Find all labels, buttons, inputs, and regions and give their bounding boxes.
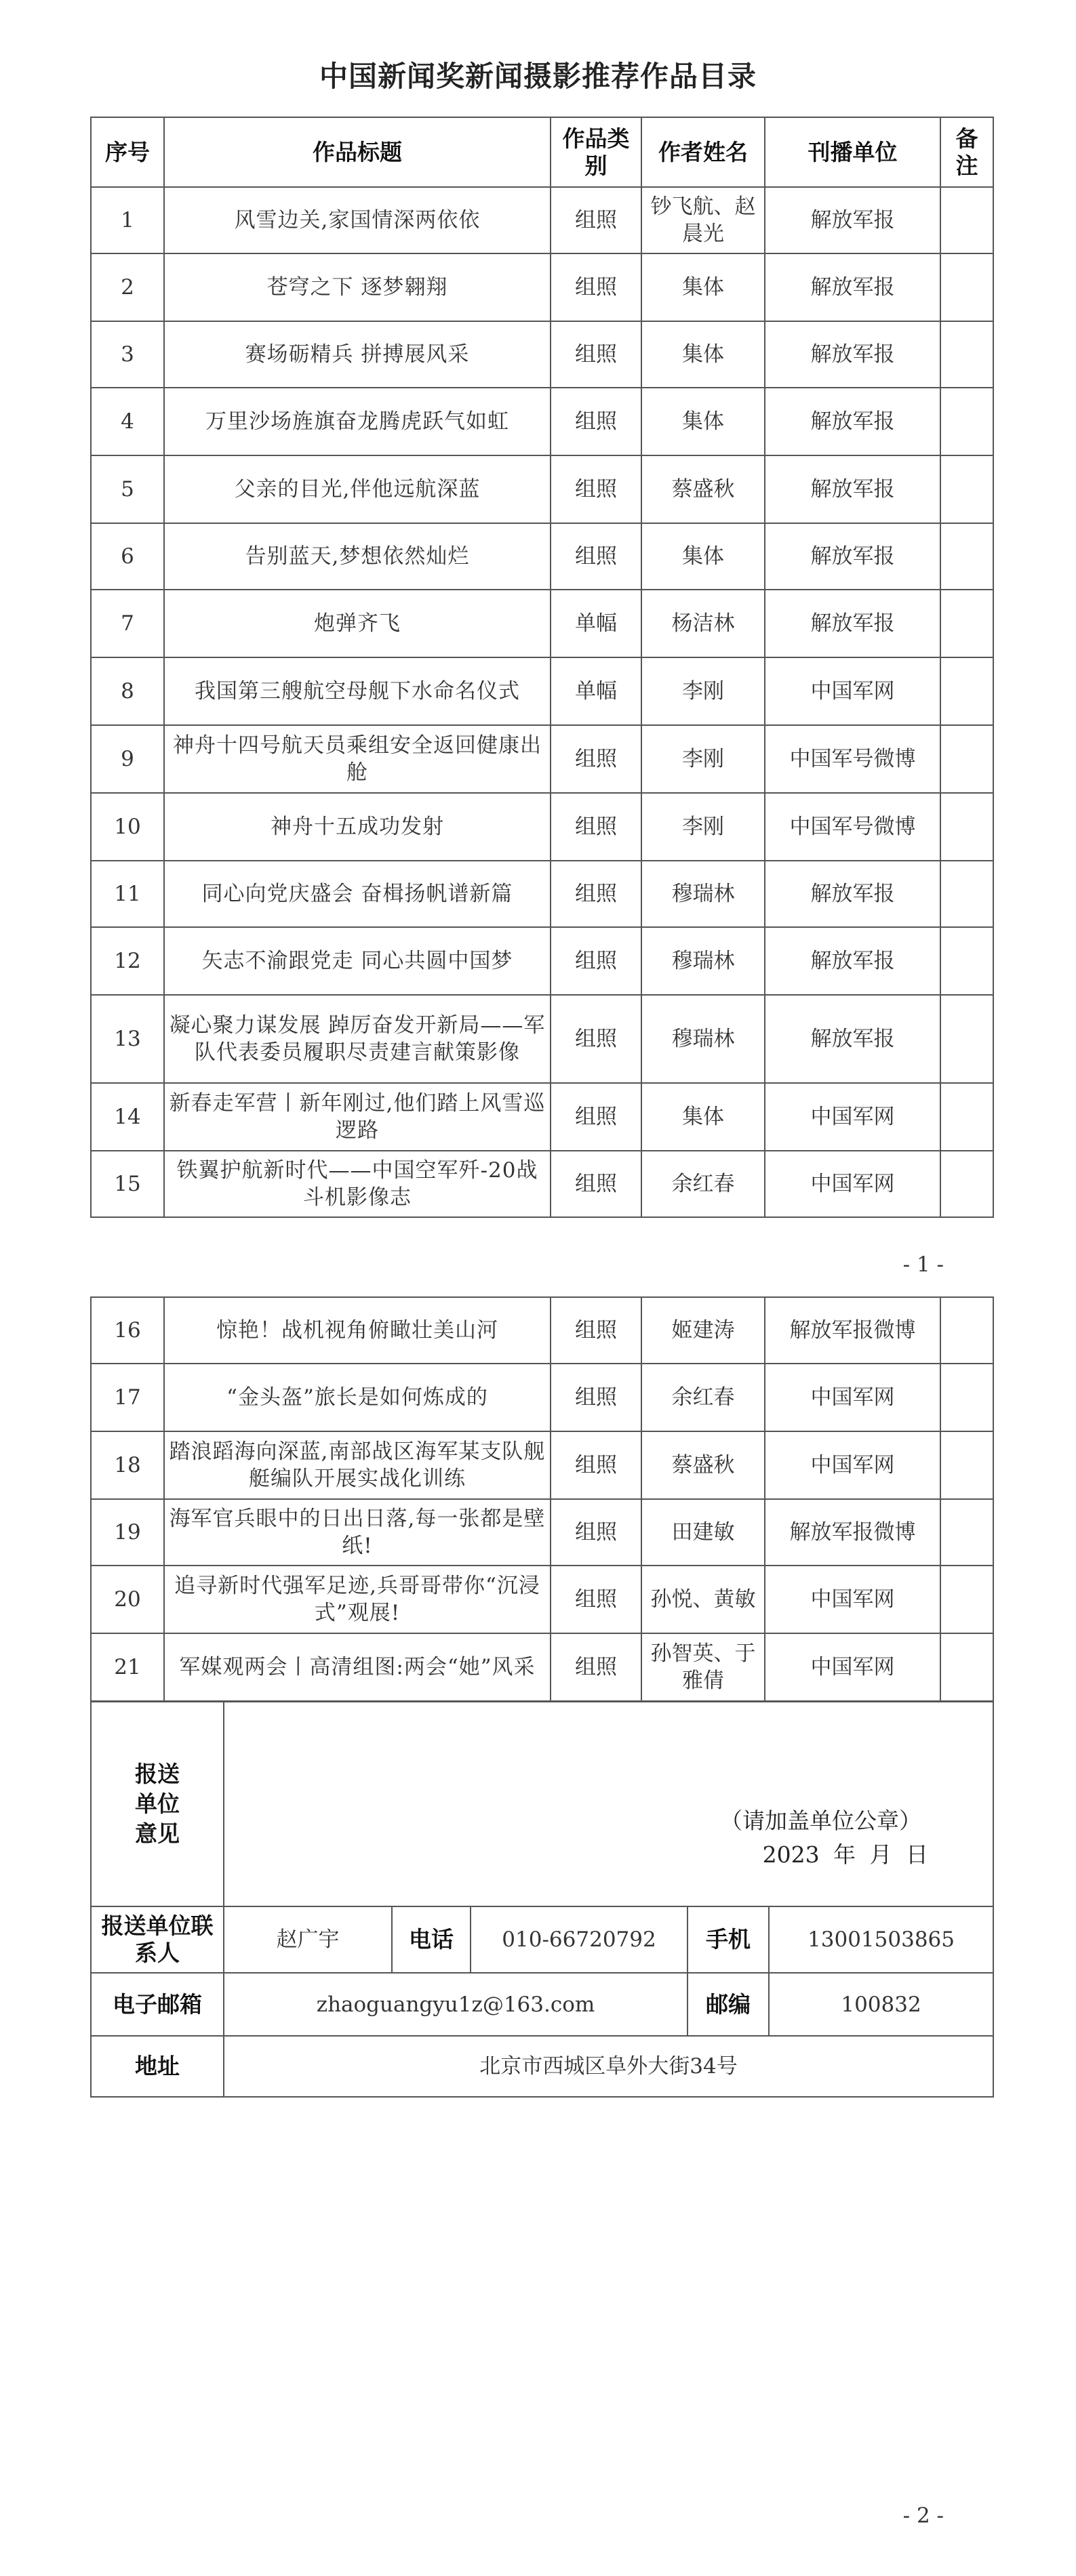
cell-category: 组照 — [551, 1566, 641, 1633]
cell-no: 13 — [91, 995, 164, 1083]
cell-category: 组照 — [551, 523, 641, 590]
cell-category: 组照 — [551, 725, 641, 793]
table-row — [91, 793, 993, 861]
cell-remark — [940, 927, 993, 995]
cell-no: 3 — [91, 321, 164, 388]
cell-title: 海军官兵眼中的日出日落,每一张都是壁纸! — [164, 1499, 551, 1566]
cell-category: 组照 — [551, 1083, 641, 1151]
postcode-label: 邮编 — [688, 1973, 769, 2036]
cell-remark — [940, 861, 993, 927]
opinion-body — [224, 1702, 993, 1906]
cell-no: 4 — [91, 388, 164, 455]
cell-title: 赛场砺精兵 拼搏展风采 — [164, 321, 551, 388]
cell-title: 追寻新时代强军足迹,兵哥哥带你“沉浸式”观展! — [164, 1566, 551, 1633]
cell-category: 组照 — [551, 455, 641, 523]
cell-remark — [940, 1566, 993, 1633]
stamp-note: （请加盖单位公章） — [720, 1807, 922, 1834]
works-table — [90, 117, 994, 1218]
table-row — [91, 1364, 993, 1431]
cell-title: 神舟十四号航天员乘组安全返回健康出舱 — [164, 725, 551, 793]
mobile-value: 13001503865 — [769, 1906, 993, 1973]
cell-publisher: 解放军报 — [765, 321, 940, 388]
cell-category: 组照 — [551, 1364, 641, 1431]
cell-category: 组照 — [551, 321, 641, 388]
cell-title: 神舟十五成功发射 — [164, 793, 551, 861]
cell-title: 风雪边关,家国情深两依依 — [164, 187, 551, 253]
page-title: 中国新闻奖新闻摄影推荐作品目录 — [319, 60, 757, 93]
cell-author: 集体 — [641, 388, 765, 455]
cell-author: 穆瑞林 — [641, 861, 765, 927]
table-row — [91, 321, 993, 388]
cell-title: 同心向党庆盛会 奋楫扬帆谱新篇 — [164, 861, 551, 927]
cell-author: 蔡盛秋 — [641, 455, 765, 523]
cell-title: 踏浪蹈海向深蓝,南部战区海军某支队舰艇编队开展实战化训练 — [164, 1431, 551, 1499]
cell-author: 集体 — [641, 523, 765, 590]
phone-label: 电话 — [392, 1906, 471, 1973]
cell-remark — [940, 253, 993, 321]
cell-publisher: 中国军号微博 — [765, 793, 940, 861]
cell-publisher: 解放军报 — [765, 253, 940, 321]
cell-remark — [940, 1151, 993, 1217]
cell-no: 2 — [91, 253, 164, 321]
header-remark: 备注 — [940, 117, 993, 187]
table-row — [91, 523, 993, 590]
cell-publisher: 中国军网 — [765, 657, 940, 725]
cell-no: 5 — [91, 455, 164, 523]
cell-remark — [940, 1499, 993, 1566]
cell-publisher: 解放军报 — [765, 388, 940, 455]
cell-publisher: 中国军网 — [765, 1566, 940, 1633]
table-row — [91, 1151, 993, 1217]
cell-publisher: 中国军网 — [765, 1364, 940, 1431]
cell-title: 告别蓝天,梦想依然灿烂 — [164, 523, 551, 590]
cell-publisher: 中国军网 — [765, 1083, 940, 1151]
cell-publisher: 解放军报 — [765, 455, 940, 523]
cell-category: 组照 — [551, 388, 641, 455]
opinion-row — [91, 1702, 993, 1906]
cell-no: 20 — [91, 1566, 164, 1633]
opinion-label: 报送单位意见 — [135, 1761, 180, 1847]
cell-publisher: 解放军报微博 — [765, 1297, 940, 1364]
header-publisher: 刊播单位 — [765, 117, 940, 187]
cell-title: 惊艳！战机视角俯瞰壮美山河 — [164, 1297, 551, 1364]
cell-no: 14 — [91, 1083, 164, 1151]
cell-category: 组照 — [551, 187, 641, 253]
cell-no: 16 — [91, 1297, 164, 1364]
table-row — [91, 1297, 993, 1364]
address-row — [91, 2036, 993, 2097]
cell-no: 7 — [91, 590, 164, 657]
works-table-body — [91, 187, 993, 1217]
cell-category: 组照 — [551, 1151, 641, 1217]
cell-category: 组照 — [551, 253, 641, 321]
cell-no: 12 — [91, 927, 164, 995]
cell-publisher: 解放军报 — [765, 590, 940, 657]
cell-remark — [940, 657, 993, 725]
header-author: 作者姓名 — [641, 117, 765, 187]
cell-category: 组照 — [551, 1297, 641, 1364]
cell-author: 姬建涛 — [641, 1297, 765, 1364]
cell-author: 穆瑞林 — [641, 927, 765, 995]
email-label: 电子邮箱 — [91, 1973, 224, 2036]
header-no: 序号 — [91, 117, 164, 187]
cell-category: 组照 — [551, 1633, 641, 1701]
cell-remark — [940, 995, 993, 1083]
works-table-body-continued — [91, 1297, 993, 1701]
cell-author: 李刚 — [641, 725, 765, 793]
date-line: 2023 年 月 日 — [762, 1841, 929, 1868]
table-row — [91, 388, 993, 455]
cell-publisher: 解放军报 — [765, 995, 940, 1083]
cell-title: 炮弹齐飞 — [164, 590, 551, 657]
contact-row — [91, 1906, 993, 1973]
table-row — [91, 725, 993, 793]
cell-title: 苍穹之下 逐梦翱翔 — [164, 253, 551, 321]
header-category: 作品类别 — [551, 117, 641, 187]
cell-category: 单幅 — [551, 657, 641, 725]
cell-remark — [940, 1431, 993, 1499]
cell-no: 10 — [91, 793, 164, 861]
cell-publisher: 中国军网 — [765, 1431, 940, 1499]
address-value: 北京市西城区阜外大街34号 — [224, 2036, 993, 2097]
cell-no: 8 — [91, 657, 164, 725]
cell-author: 李刚 — [641, 657, 765, 725]
address-label: 地址 — [91, 2036, 224, 2097]
cell-title: 矢志不渝跟党走 同心共圆中国梦 — [164, 927, 551, 995]
cell-publisher: 中国军号微博 — [765, 725, 940, 793]
cell-remark — [940, 725, 993, 793]
cell-author: 集体 — [641, 1083, 765, 1151]
cell-title: 新春走军营丨新年刚过,他们踏上风雪巡逻路 — [164, 1083, 551, 1151]
cell-author: 钞飞航、赵晨光 — [641, 187, 765, 253]
phone-value: 010-66720792 — [471, 1906, 688, 1973]
table-row — [91, 1566, 993, 1633]
cell-author: 余红春 — [641, 1364, 765, 1431]
header-title: 作品标题 — [164, 117, 551, 187]
cell-publisher: 中国军网 — [765, 1633, 940, 1701]
table-row — [91, 1633, 993, 1701]
table-row — [91, 1499, 993, 1566]
table-row — [91, 927, 993, 995]
table-header-row — [91, 117, 993, 187]
page-number-2: - 2 - — [902, 2503, 944, 2528]
email-value: zhaoguangyu1z@163.com — [224, 1973, 688, 2036]
cell-remark — [940, 590, 993, 657]
table-row — [91, 253, 993, 321]
cell-remark — [940, 321, 993, 388]
mobile-label: 手机 — [688, 1906, 769, 1973]
cell-category: 组照 — [551, 1499, 641, 1566]
cell-publisher: 解放军报 — [765, 861, 940, 927]
cell-no: 1 — [91, 187, 164, 253]
cell-author: 田建敏 — [641, 1499, 765, 1566]
table-row — [91, 1431, 993, 1499]
cell-publisher: 解放军报微博 — [765, 1499, 940, 1566]
table-row — [91, 187, 993, 253]
cell-remark — [940, 187, 993, 253]
cell-publisher: 解放军报 — [765, 523, 940, 590]
cell-no: 11 — [91, 861, 164, 927]
cell-remark — [940, 793, 993, 861]
cell-publisher: 解放军报 — [765, 187, 940, 253]
table-row — [91, 657, 993, 725]
cell-remark — [940, 1364, 993, 1431]
table-row — [91, 455, 993, 523]
cell-author: 蔡盛秋 — [641, 1431, 765, 1499]
table-row — [91, 861, 993, 927]
cell-no: 17 — [91, 1364, 164, 1431]
cell-remark — [940, 1297, 993, 1364]
contact-label: 报送单位联系人 — [91, 1906, 224, 1973]
table-row — [91, 590, 993, 657]
contact-name: 赵广宇 — [224, 1906, 392, 1973]
page-number: - 1 - — [902, 1252, 944, 1277]
cell-author: 李刚 — [641, 793, 765, 861]
cell-title: 铁翼护航新时代——中国空军歼-20战斗机影像志 — [164, 1151, 551, 1217]
postcode-value: 100832 — [769, 1973, 993, 2036]
cell-title: “金头盔”旅长是如何炼成的 — [164, 1364, 551, 1431]
works-table-continued — [90, 1296, 994, 1702]
cell-author: 余红春 — [641, 1151, 765, 1217]
cell-category: 组照 — [551, 927, 641, 995]
cell-no: 6 — [91, 523, 164, 590]
cell-author: 穆瑞林 — [641, 995, 765, 1083]
cell-remark — [940, 1633, 993, 1701]
table-row — [91, 1083, 993, 1151]
cell-author: 集体 — [641, 321, 765, 388]
cell-no: 21 — [91, 1633, 164, 1701]
cell-title: 父亲的目光,伴他远航深蓝 — [164, 455, 551, 523]
cell-category: 组照 — [551, 861, 641, 927]
cell-publisher: 解放军报 — [765, 927, 940, 995]
cell-remark — [940, 1083, 993, 1151]
cell-title: 我国第三艘航空母舰下水命名仪式 — [164, 657, 551, 725]
cell-publisher: 中国军网 — [765, 1151, 940, 1217]
email-row — [91, 1973, 993, 2036]
cell-category: 组照 — [551, 793, 641, 861]
table-row — [91, 995, 993, 1083]
cell-author: 孙悦、黄敏 — [641, 1566, 765, 1633]
cell-author: 孙智英、于雅倩 — [641, 1633, 765, 1701]
cell-author: 集体 — [641, 253, 765, 321]
cell-title: 万里沙场旌旗奋龙腾虎跃气如虹 — [164, 388, 551, 455]
opinion-label-cell — [91, 1702, 224, 1906]
cell-no: 9 — [91, 725, 164, 793]
cell-title: 凝心聚力谋发展 踔厉奋发开新局——军队代表委员履职尽责建言献策影像 — [164, 995, 551, 1083]
cell-category: 组照 — [551, 995, 641, 1083]
cell-author: 杨洁林 — [641, 590, 765, 657]
cell-remark — [940, 523, 993, 590]
cell-no: 15 — [91, 1151, 164, 1217]
cell-remark — [940, 455, 993, 523]
submission-info-table — [90, 1701, 994, 2098]
cell-no: 19 — [91, 1499, 164, 1566]
cell-category: 单幅 — [551, 590, 641, 657]
cell-category: 组照 — [551, 1431, 641, 1499]
cell-title: 军媒观两会丨高清组图:两会“她”风采 — [164, 1633, 551, 1701]
cell-remark — [940, 388, 993, 455]
cell-no: 18 — [91, 1431, 164, 1499]
